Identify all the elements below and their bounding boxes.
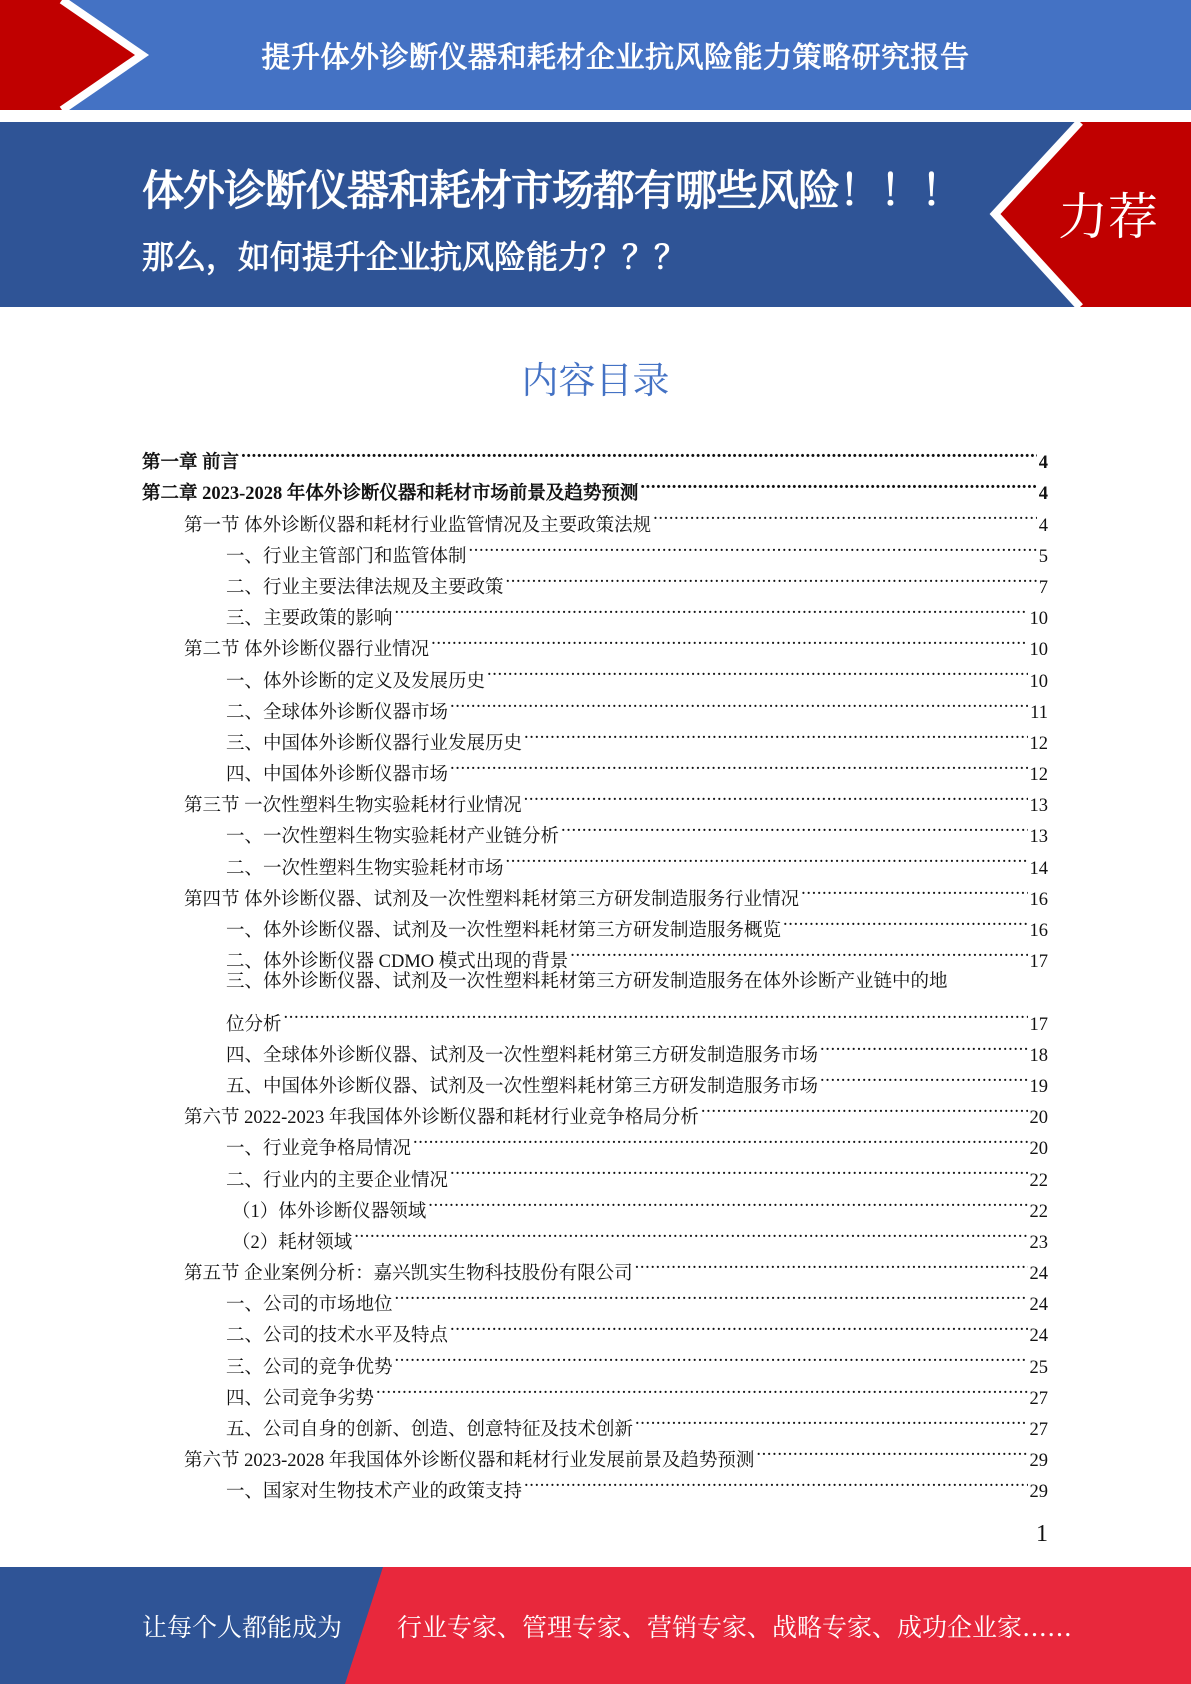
toc-page-number: 25 — [1029, 1357, 1048, 1378]
toc-entry-text: 第二章 2023-2028 年体外诊断仪器和耗材市场前景及趋势预测 — [142, 484, 639, 505]
toc-leader — [701, 1092, 1028, 1123]
toc-entry-text: 三、公司的竞争优势 — [226, 1357, 393, 1378]
toc-page-number: 13 — [1029, 827, 1048, 848]
toc-entry-text: 一、行业竞争格局情况 — [226, 1139, 412, 1160]
toc-entry-text: 四、全球体外诊断仪器、试剂及一次性塑料耗材第三方研发制造服务市场 — [226, 1045, 819, 1066]
toc-entry-text: 第一章 前言 — [142, 453, 240, 474]
toc-leader — [395, 593, 1028, 624]
toc-entry-text: 二、体外诊断仪器 CDMO 模式出现的背景 — [226, 952, 569, 973]
toc-entry-text: 第六节 2023-2028 年我国体外诊断仪器和耗材行业发展前景及趋势预测 — [184, 1451, 755, 1472]
toc-page-number: 29 — [1029, 1451, 1048, 1472]
toc-leader — [450, 749, 1027, 780]
toc-page-number: 12 — [1029, 733, 1048, 754]
toc-leader — [653, 499, 1037, 530]
toc-leader — [635, 1404, 1027, 1435]
toc-page-number: 10 — [1029, 671, 1048, 692]
toc-page-number: 7 — [1038, 577, 1048, 598]
toc-entry-text: 第一节 体外诊断仪器和耗材行业监管情况及主要政策法规 — [184, 515, 652, 536]
toc-page-number: 4 — [1038, 484, 1048, 505]
toc-entry-text: 位分析 — [226, 1014, 282, 1035]
toc-entry-text: 四、公司竞争劣势 — [226, 1388, 375, 1409]
toc-entry-text: 二、全球体外诊断仪器市场 — [226, 702, 449, 723]
toc-leader — [450, 1154, 1027, 1185]
toc-entry-text: 第三节 一次性塑料生物实验耗材行业情况 — [184, 796, 522, 817]
toc-entry-text: 一、体外诊断仪器、试剂及一次性塑料耗材第三方研发制造服务概览 — [226, 921, 782, 941]
toc-page-number: 13 — [1029, 796, 1048, 817]
toc-page-number: 20 — [1029, 1108, 1048, 1129]
toc-entry-text: 二、行业主要法律法规及主要政策 — [226, 577, 504, 598]
toc-page-number: 18 — [1029, 1045, 1048, 1066]
toc-leader — [783, 905, 1027, 936]
toc-page-number: 11 — [1030, 702, 1048, 723]
recommend-badge: 力荐 — [1058, 188, 1158, 246]
toc-page-number: 4 — [1038, 515, 1048, 536]
toc-entry-text: 一、一次性塑料生物实验耗材产业链分析 — [226, 827, 560, 848]
toc-entry-text: 二、行业内的主要企业情况 — [226, 1170, 449, 1191]
toc-leader — [487, 655, 1027, 686]
toc-page-number: 14 — [1029, 858, 1048, 879]
toc-entry-text: 第五节 企业案例分析：嘉兴凯实生物科技股份有限公司 — [184, 1264, 633, 1285]
toc-leader — [450, 1310, 1027, 1341]
toc-leader — [524, 780, 1028, 811]
toc-entry-text: 第二节 体外诊断仪器行业情况 — [184, 640, 430, 661]
toc-leader — [561, 811, 1027, 842]
toc-leader — [820, 1030, 1027, 1061]
toc-page-number: 27 — [1029, 1420, 1048, 1440]
toc-leader — [395, 1341, 1028, 1372]
page-number: 1 — [1036, 1521, 1048, 1547]
toc-leader — [524, 718, 1027, 749]
toc-leader — [376, 1373, 1027, 1404]
toc-entry-text: 一、国家对生物技术产业的政策支持 — [226, 1482, 523, 1503]
toc-entry-text: 三、主要政策的影响 — [226, 609, 393, 630]
toc-entry-text: （2）耗材领域 — [232, 1232, 353, 1253]
toc-leader — [801, 874, 1027, 905]
toc-title: 内容目录 — [521, 359, 670, 402]
toc-leader — [354, 1217, 1027, 1248]
toc-page-number: 12 — [1029, 765, 1048, 786]
toc-page-number: 27 — [1029, 1388, 1048, 1409]
hero-banner — [0, 122, 1191, 307]
toc-entry-text: 四、中国体外诊断仪器市场 — [226, 765, 449, 786]
toc-page-number: 29 — [1029, 1482, 1048, 1503]
toc-entry-wrapped-line[interactable]: 三、体外诊断仪器、试剂及一次性塑料耗材第三方研发制造服务在体外诊断产业链中的地 — [226, 972, 948, 993]
toc-leader — [241, 437, 1037, 468]
toc-page-number: 16 — [1029, 921, 1048, 941]
toc-page-number: 17 — [1029, 1014, 1048, 1035]
toc-entry-text: 一、公司的市场地位 — [226, 1295, 393, 1316]
table-of-contents — [142, 437, 1048, 1503]
hero-subheadline: 那么，如何提升企业抗风险能力？？？ — [142, 238, 687, 276]
toc-leader — [570, 936, 1027, 967]
toc-page-number: 19 — [1029, 1076, 1048, 1097]
toc-leader — [756, 1435, 1027, 1466]
toc-page-number: 20 — [1029, 1139, 1048, 1160]
report-title: 提升体外诊断仪器和耗材企业抗风险能力策略研究报告 — [261, 39, 970, 74]
toc-leader — [469, 531, 1037, 562]
toc-leader — [284, 998, 1028, 1029]
toc-leader — [506, 842, 1028, 873]
toc-entry[interactable] — [142, 468, 1048, 505]
toc-entry-text: 一、行业主管部门和监管体制 — [226, 546, 467, 567]
toc-leader — [395, 1279, 1028, 1310]
toc-page-number: 4 — [1038, 453, 1048, 474]
toc-entry-text: 二、公司的技术水平及特点 — [226, 1326, 449, 1347]
toc-page-number: 10 — [1029, 640, 1048, 661]
toc-page-number: 24 — [1029, 1326, 1048, 1347]
top-banner — [0, 0, 1191, 110]
toc-entry-text: 第六节 2022-2023 年我国体外诊断仪器和耗材行业竞争格局分析 — [184, 1108, 699, 1129]
toc-page-number: 24 — [1029, 1264, 1048, 1285]
toc-leader — [524, 1466, 1027, 1497]
toc-entry-text: 五、公司自身的创新、创造、创意特征及技术创新 — [226, 1420, 634, 1440]
toc-entry-text: 第四节 体外诊断仪器、试剂及一次性塑料耗材第三方研发制造服务行业情况 — [184, 889, 800, 910]
toc-page-number: 22 — [1029, 1201, 1048, 1222]
toc-leader — [428, 1186, 1027, 1217]
toc-page-number: 16 — [1029, 889, 1048, 910]
toc-entry[interactable] — [142, 437, 1048, 474]
toc-page-number: 23 — [1029, 1232, 1048, 1253]
toc-entry-text: 二、一次性塑料生物实验耗材市场 — [226, 858, 504, 879]
toc-leader — [413, 1123, 1027, 1154]
toc-leader — [450, 687, 1028, 718]
toc-page-number: 17 — [1029, 952, 1048, 973]
toc-page-number: 5 — [1038, 546, 1048, 567]
toc-leader — [431, 624, 1027, 655]
toc-leader — [506, 562, 1037, 593]
toc-entry-text: 三、中国体外诊断仪器行业发展历史 — [226, 733, 523, 754]
toc-leader — [635, 1248, 1028, 1279]
footer-banner — [0, 1567, 1191, 1684]
toc-leader — [640, 468, 1036, 499]
toc-entry[interactable] — [142, 998, 1048, 1035]
footer-slogan-right: 行业专家、管理专家、营销专家、战略专家、成功企业家…… — [397, 1612, 1073, 1642]
footer-slogan-left: 让每个人都能成为 — [142, 1612, 343, 1642]
toc-page-number: 24 — [1029, 1295, 1048, 1316]
hero-headline: 体外诊断仪器和耗材市场都有哪些风险！！！ — [142, 166, 963, 215]
toc-entry-text: 一、体外诊断的定义及发展历史 — [226, 671, 486, 692]
toc-leader — [820, 1061, 1027, 1092]
toc-entry-text: （1）体外诊断仪器领域 — [232, 1201, 427, 1222]
toc-page-number: 10 — [1029, 609, 1048, 630]
toc-entry-text: 五、中国体外诊断仪器、试剂及一次性塑料耗材第三方研发制造服务市场 — [226, 1076, 819, 1097]
toc-page-number: 22 — [1029, 1170, 1048, 1191]
